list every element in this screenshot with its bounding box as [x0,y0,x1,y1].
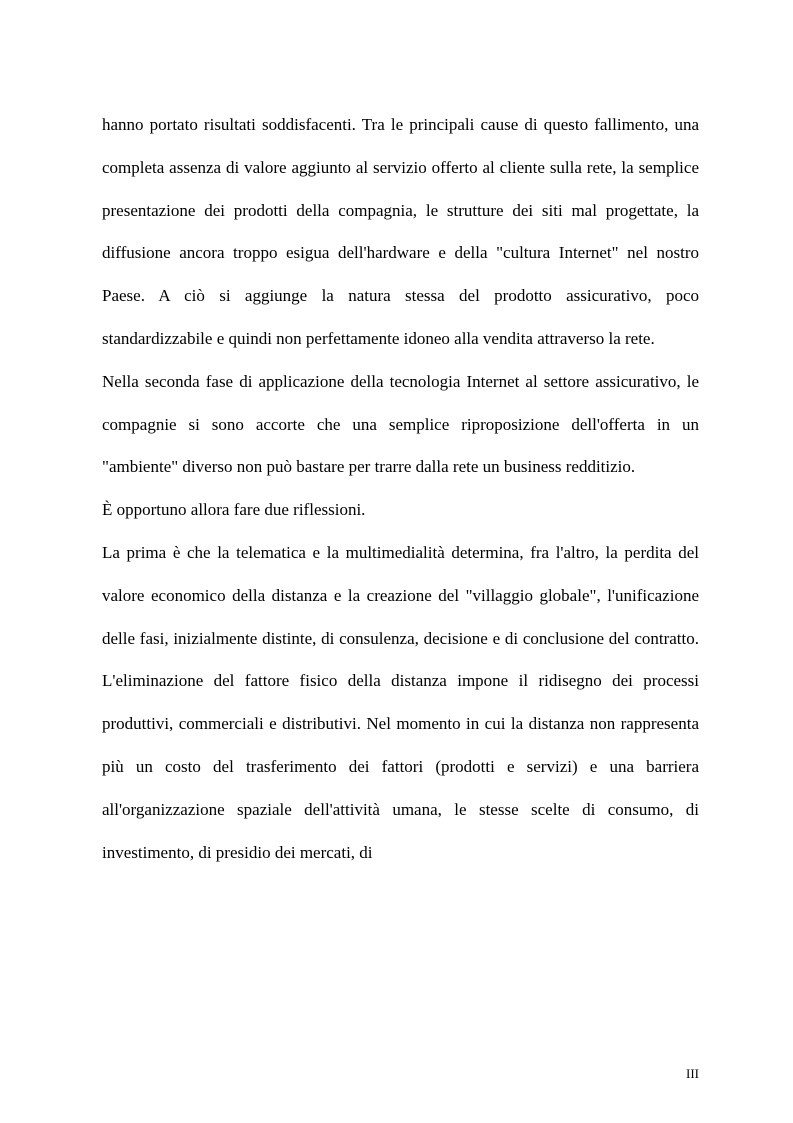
page-number: III [686,1066,699,1081]
paragraph-3: È opportuno allora fare due riflessioni. [102,500,366,520]
paragraph-1: hanno portato risultati soddisfacenti. Tra le principali cause di questo fallimento, una completa assenza di valore aggiunto al servizio offerto al cliente sulla rete, la semplice presentazione dei prodotti della compagnia, le strutture dei siti mal progettate, la diffusione ancora troppo esigua dell'hardware e della "cultura Internet" nel nostro Paese. A ciò si aggiunge la natura stessa del prodotto assicurativo, poco standardizzabile e quindi non perfettamente idoneo alla vendita attraverso la rete. [102,115,699,348]
body-text [102,104,699,874]
paragraph-4: La prima è che la telematica e la multimedialità determina, fra l'altro, la perdita del valore economico della distanza e la creazione del "villaggio globale", l'unificazione delle fasi, inizialmente distinte, di consulenza, decisione e di conclusione del contratto. L'eliminazione del fattore fisico della distanza impone il ridisegno dei processi produttivi, commerciali e distributivi. Nel momento in cui la distanza non rappresenta più un costo del trasferimento dei fattori (prodotti e servizi) e una barriera all'organizzazione spaziale dell'attività umana, le stesse scelte di consumo, di investimento, di presidio dei mercati, di [102,542,699,862]
paragraph-2: Nella seconda fase di applicazione della tecnologia Internet al settore assicurativo, le compagnie si sono accorte che una semplice riproposizione dell'offerta in un "ambiente" diverso non può bastare per trarre dalla rete un business redditizio. [102,371,699,477]
